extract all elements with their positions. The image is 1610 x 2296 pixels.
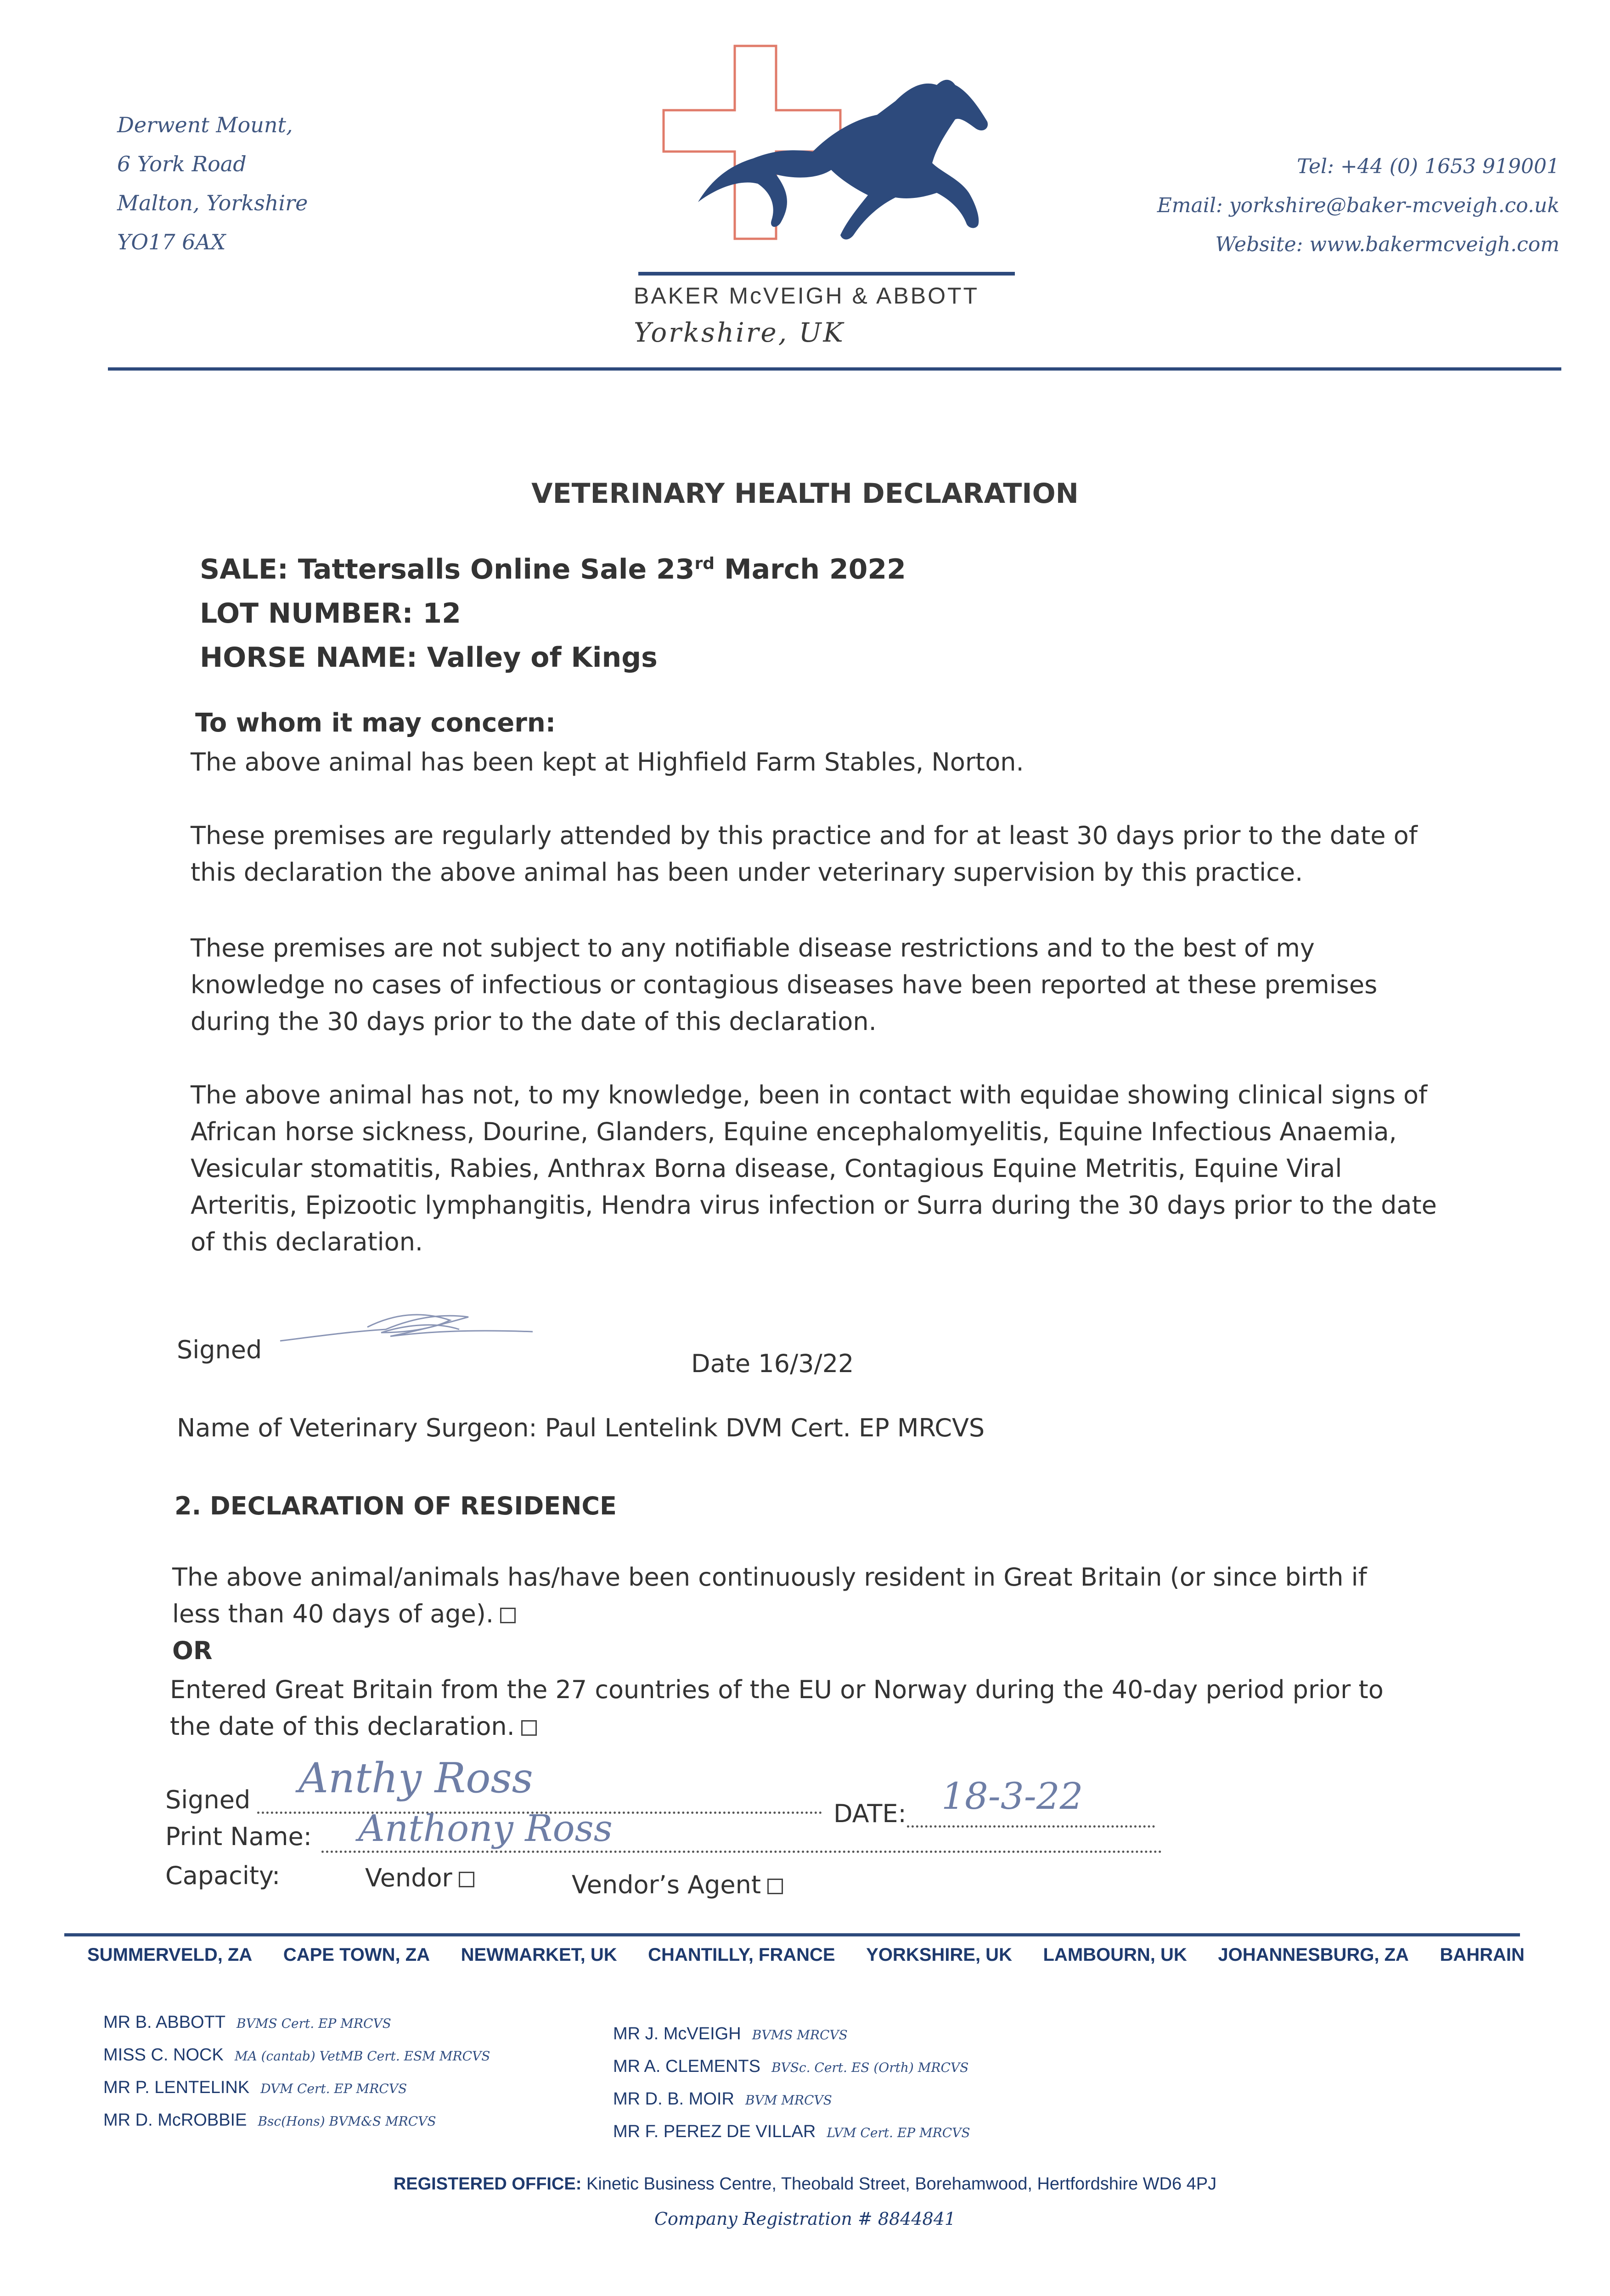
vendor-option: Vendor	[365, 1860, 474, 1896]
sale-label: SALE:	[200, 553, 288, 585]
residence-option-resident: The above animal/animals has/have been continuously resident in Great Britain (or since birth if less than 40 days of age).	[172, 1563, 1367, 1628]
location-item: YORKSHIRE, UK	[866, 1945, 1012, 1965]
contact-details	[1157, 147, 1559, 264]
sale-details	[200, 542, 906, 680]
date-line	[907, 1825, 1155, 1828]
telephone: Tel: +44 (0) 1653 919001	[1297, 155, 1559, 178]
address-line: Malton, Yorkshire	[117, 191, 308, 215]
horse-label: HORSE NAME:	[200, 642, 417, 674]
staff-entry: MR D. McROBBIE Bsc(Hons) BVM&S MRCVS	[103, 2110, 436, 2130]
vendor-signature: Anthy Ross	[298, 1754, 533, 1802]
location-item: JOHANNESBURG, ZA	[1218, 1945, 1409, 1965]
paragraph-supervision: These premises are regularly attended by this practice and for at least 30 days prior to the date of this declaration the above animal has been under veterinary supervision by this practice.	[191, 821, 1418, 887]
staff-list-right	[613, 2018, 970, 2149]
registered-office	[0, 2174, 1610, 2194]
practice-address	[117, 106, 308, 262]
sale-value: Tattersalls Online Sale 23rd March 2022	[298, 553, 906, 585]
horse-line	[200, 636, 906, 680]
residence-option-entered: Entered Great Britain from the 27 countries of the EU or Norway during the 40-day period prior to the date of this declaration.	[170, 1675, 1384, 1741]
email: Email: yorkshire@baker-mcveigh.co.uk	[1157, 194, 1559, 217]
vet-signature-image	[276, 1304, 542, 1355]
staff-list-left	[103, 2007, 490, 2137]
paragraph-restrictions: These premises are not subject to any notifiable disease restrictions and to the best of my knowledge no cases of infectious or contagious diseases have been reported at these premises during the 30 days prior to the date of this declaration.	[191, 934, 1378, 1036]
vendor-agent-checkbox[interactable]	[767, 1879, 783, 1894]
paragraph-contact-diseases: The above animal has not, to my knowledge, been in contact with equidae showing clinical signs of African horse sickness, Dourine, Glanders, Equine encephalomyelitis, Equine Infectious Anaemia, Vesicular stomatitis, Rabies, Anthrax Borna disease, Contagious Equine Metritis, Equine Viral Arteritis, Epizootic lymphangitis, Hendra virus infection or Surra during the 30 days prior to the date of this declaration.	[191, 1080, 1437, 1256]
vet-date: Date 16/3/22	[691, 1349, 854, 1378]
staff-entry: MR J. McVEIGH BVMS MRCVS	[613, 2024, 848, 2043]
veterinary-surgeon-name: Name of Veterinary Surgeon: Paul Lentelink DVM Cert. EP MRCVS	[177, 1413, 985, 1442]
staff-entry: MR B. ABBOTT BVMS Cert. EP MRCVS	[103, 2013, 391, 2032]
vendor-agent-option: Vendor’s Agent	[572, 1867, 783, 1903]
residence-heading: 2. DECLARATION OF RESIDENCE	[175, 1491, 617, 1520]
vendor-signed-label: Signed	[165, 1785, 251, 1814]
entered-checkbox[interactable]	[521, 1720, 537, 1736]
location-item: CHANTILLY, FRANCE	[648, 1945, 835, 1965]
vendor-checkbox[interactable]	[459, 1872, 474, 1887]
website: Website: www.bakermcveigh.com	[1215, 233, 1559, 256]
address-line: YO17 6AX	[117, 230, 226, 254]
header-rule	[108, 367, 1561, 371]
staff-entry: MR P. LENTELINK DVM Cert. EP MRCVS	[103, 2078, 407, 2097]
salutation: To whom it may concern:	[195, 708, 556, 738]
brand-location: Yorkshire, UK	[634, 317, 845, 348]
capacity-label: Capacity:	[165, 1861, 281, 1890]
print-name-value: Anthony Ross	[358, 1807, 613, 1850]
location-item: SUMMERVELD, ZA	[87, 1945, 253, 1965]
resident-checkbox[interactable]	[500, 1608, 516, 1623]
location-item: BAHRAIN	[1440, 1945, 1525, 1965]
office-locations	[87, 1945, 1525, 1965]
registered-office-label: REGISTERED OFFICE:	[393, 2174, 582, 2194]
horse-and-cross-logo-icon	[638, 41, 1015, 298]
lot-value: 12	[422, 597, 461, 630]
location-item: NEWMARKET, UK	[461, 1945, 617, 1965]
staff-entry: MR A. CLEMENTS BVSc. Cert. ES (Orth) MRCVS	[613, 2057, 969, 2076]
address-line: 6 York Road	[117, 152, 247, 176]
sale-line	[200, 542, 906, 591]
registered-office-address: Kinetic Business Centre, Theobald Street, Borehamwood, Hertfordshire WD6 4PJ	[586, 2174, 1217, 2194]
print-name-label: Print Name:	[165, 1822, 312, 1851]
lot-line	[200, 591, 906, 636]
brand-name: BAKER McVEIGH & ABBOTT	[634, 283, 980, 309]
vet-signed-label: Signed	[177, 1335, 262, 1364]
address-line: Derwent Mount,	[117, 113, 293, 137]
paragraph-kept-at: The above animal has been kept at Highfield Farm Stables, Norton.	[191, 748, 1024, 777]
company-registration: Company Registration # 8844841	[654, 2209, 956, 2229]
print-name-line	[321, 1851, 1162, 1853]
vendor-date-value: 18-3-22	[941, 1775, 1083, 1818]
staff-entry: MR D. B. MOIR BVM MRCVS	[613, 2089, 832, 2109]
horse-value: Valley of Kings	[427, 642, 658, 674]
location-item: LAMBOURN, UK	[1043, 1945, 1187, 1965]
location-item: CAPE TOWN, ZA	[283, 1945, 430, 1965]
lot-label: LOT NUMBER:	[200, 597, 413, 630]
vendor-date-label: DATE:	[833, 1799, 906, 1828]
staff-entry: MR F. PEREZ DE VILLAR LVM Cert. EP MRCVS	[613, 2122, 970, 2141]
footer-rule	[64, 1933, 1520, 1936]
staff-entry: MISS C. NOCK MA (cantab) VetMB Cert. ESM MRCVS	[103, 2045, 490, 2065]
document-title: VETERINARY HEALTH DECLARATION	[531, 478, 1079, 510]
or-separator: OR	[172, 1636, 213, 1665]
